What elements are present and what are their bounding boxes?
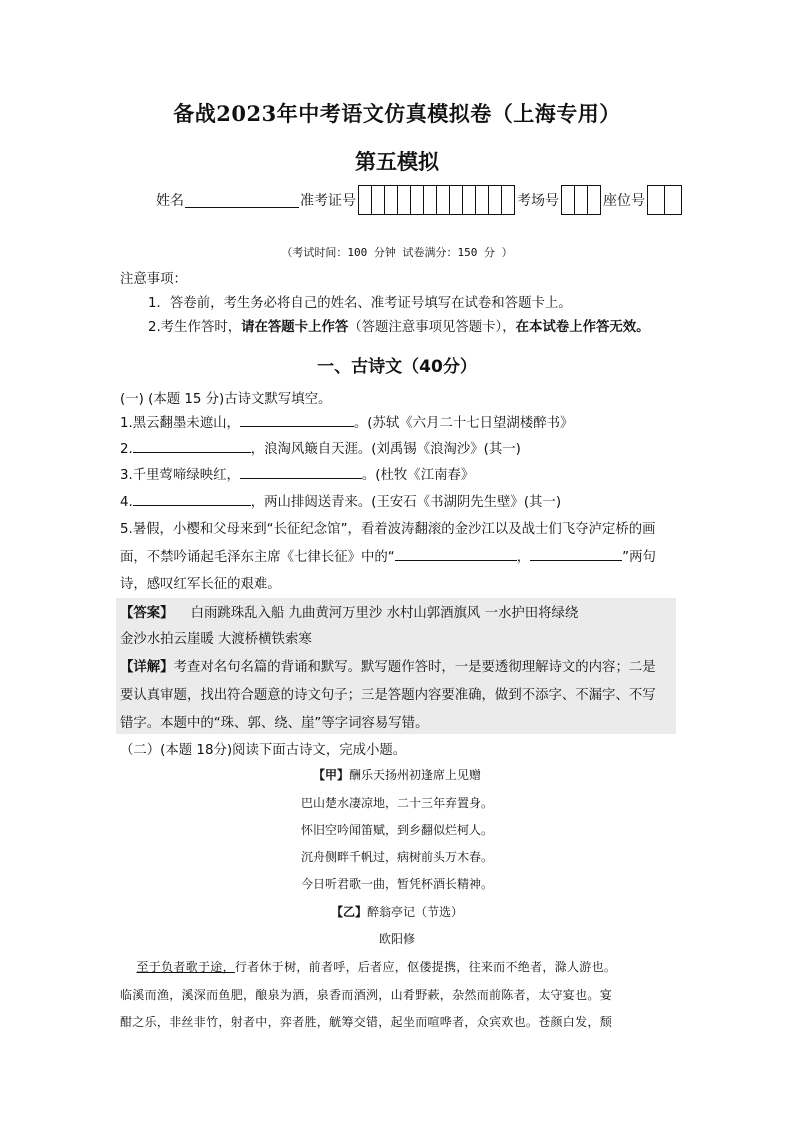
exam-info: （考试时间：100 分钟 试卷满分：150 分 ）	[281, 246, 513, 259]
q4-source: ，两山排闼送青来。(王安石《书湖阴先生壁》(其一)	[250, 495, 562, 510]
prose-yi-title-text: 醉翁亭记（节选）	[367, 905, 464, 919]
seat-boxes[interactable]	[647, 185, 682, 215]
prose-yi-line-2: 临溪而渔，溪深而鱼肥，酿泉为酒，泉香而酒洌，山肴野蔌，杂然而前陈者，太守宴也。宴	[120, 988, 613, 1002]
poem-jia-title-text: 酬乐天扬州初逢席上见赠	[349, 768, 482, 782]
poem-jia-line-1: 巴山楚水凄凉地，二十三年弃置身。	[300, 796, 493, 810]
prose-line-1-rest: 行者休于树，前者呼，后者应，伛偻提携，往来而不绝者，滁人游也。	[234, 960, 617, 974]
q2-text: 2.	[120, 442, 133, 457]
prose-yi-author: 欧阳修	[378, 932, 415, 946]
question-5-line-2	[120, 546, 656, 565]
q3-blank[interactable]	[240, 464, 362, 479]
question-5-line-1: 5.暑假，小樱和父母来到“长征纪念馆”，看着波涛翻滚的金沙江以及战士们飞夺泸定桥的画	[120, 522, 656, 537]
answer-line-1	[120, 602, 578, 621]
q4-blank[interactable]	[133, 491, 251, 506]
prose-yi-line-3: 酣之乐，非丝非竹，射者中，弈者胜，觥筹交错，起坐而喧哗者，众宾欢也。苍颜白发，颓	[120, 1015, 613, 1029]
exam-no-boxes[interactable]	[358, 185, 515, 215]
page-subtitle: 第五模拟	[355, 149, 439, 174]
poem-jia-line-2: 怀旧空吟闻笛赋，到乡翻似烂柯人。	[300, 823, 493, 837]
answer-line-2: 金沙水拍云崖暖 大渡桥横铁索寒	[120, 632, 312, 647]
notice-heading: 注意事项：	[120, 272, 187, 287]
q1-blank[interactable]	[240, 412, 354, 427]
poem-jia-line-3: 沉舟侧畔千帆过，病树前头万木春。	[300, 850, 493, 864]
name-label: 姓名	[156, 193, 184, 209]
q5-comma: ，	[516, 550, 531, 565]
q5-blank-1[interactable]	[395, 546, 517, 561]
candidate-info-row	[156, 186, 684, 214]
q2-source: ，浪淘风簸自天涯。(刘禹锡《浪淘沙》(其一)	[250, 442, 521, 457]
q1-source: 。(苏轼《六月二十七日望湖楼醉书》	[353, 416, 574, 431]
part2-intro: （二）(本题 18分)阅读下面古诗文，完成小题。	[120, 743, 407, 758]
q2-blank[interactable]	[133, 438, 251, 453]
question-3	[120, 464, 474, 483]
prose-yi-title	[0, 903, 794, 920]
notice-item-2-text: 2.考生作答时，	[148, 320, 242, 335]
notice-item-2	[148, 316, 650, 335]
q5-blank-2[interactable]	[530, 546, 622, 561]
exam-no-label: 准考证号	[300, 193, 356, 209]
question-5-line-3: 诗，感叹红军长征的艰难。	[120, 577, 281, 592]
q5-text: 面，不禁吟诵起毛泽东主席《七律长征》中的“	[120, 550, 395, 565]
prose-underlined: 至于负者歌于途，	[136, 960, 235, 974]
notice-item-2-warning: 在本试卷上作答无效。	[515, 320, 650, 335]
section-title: 一、古诗文（40分）	[317, 357, 477, 377]
poem-jia-mark: 【甲】	[312, 768, 349, 782]
notice-item-2-bold: 请在答题卡上作答	[241, 320, 349, 335]
q5-tail: ”两句	[622, 550, 656, 565]
prose-yi-line-1	[120, 958, 680, 975]
detail-line-2: 要认真审题，找出符合题意的诗文句子；三是答题内容要准确，做到不添字、不漏字、不写	[120, 688, 656, 703]
room-label: 考场号	[517, 193, 559, 209]
detail-text-1: 考查对名句名篇的背诵和默写。默写题作答时，一是要透彻理解诗文的内容；二是	[173, 660, 656, 675]
q3-source: 。(杜牧《江南春》	[361, 468, 475, 483]
seat-label: 座位号	[603, 193, 645, 209]
detail-line-3: 错字。本题中的“珠、郭、绕、崖”等字词容易写错。	[120, 716, 429, 731]
notice-item-2-paren: （答题注意事项见答题卡），	[348, 320, 516, 335]
answer-label: 【答案】	[120, 606, 174, 621]
q3-text: 3.千里莺啼绿映红，	[120, 468, 240, 483]
answer-text-1: 白雨跳珠乱入船 九曲黄河万里沙 水村山郭酒旗风 一水护田将绿绕	[190, 606, 579, 621]
detail-line-1	[120, 656, 656, 675]
poem-jia-title	[0, 766, 794, 783]
part1-intro: (一) (本题 15 分)古诗文默写填空。	[120, 392, 332, 407]
name-field[interactable]	[185, 193, 299, 208]
notice-item-1: 1．答卷前，考生务必将自己的姓名、准考证号填写在试卷和答题卡上。	[148, 296, 572, 311]
question-2	[120, 438, 521, 457]
poem-jia-line-4: 今日听君歌一曲，暂凭杯酒长精神。	[300, 877, 493, 891]
page-title: 备战2023年中考语文仿真模拟卷（上海专用）	[173, 101, 621, 126]
room-boxes[interactable]	[561, 185, 601, 215]
q4-text: 4.	[120, 495, 133, 510]
prose-yi-mark: 【乙】	[330, 905, 367, 919]
q1-text: 1.黑云翻墨未遮山，	[120, 416, 240, 431]
question-4	[120, 491, 561, 510]
detail-label: 【详解】	[120, 660, 174, 675]
question-1	[120, 412, 573, 431]
